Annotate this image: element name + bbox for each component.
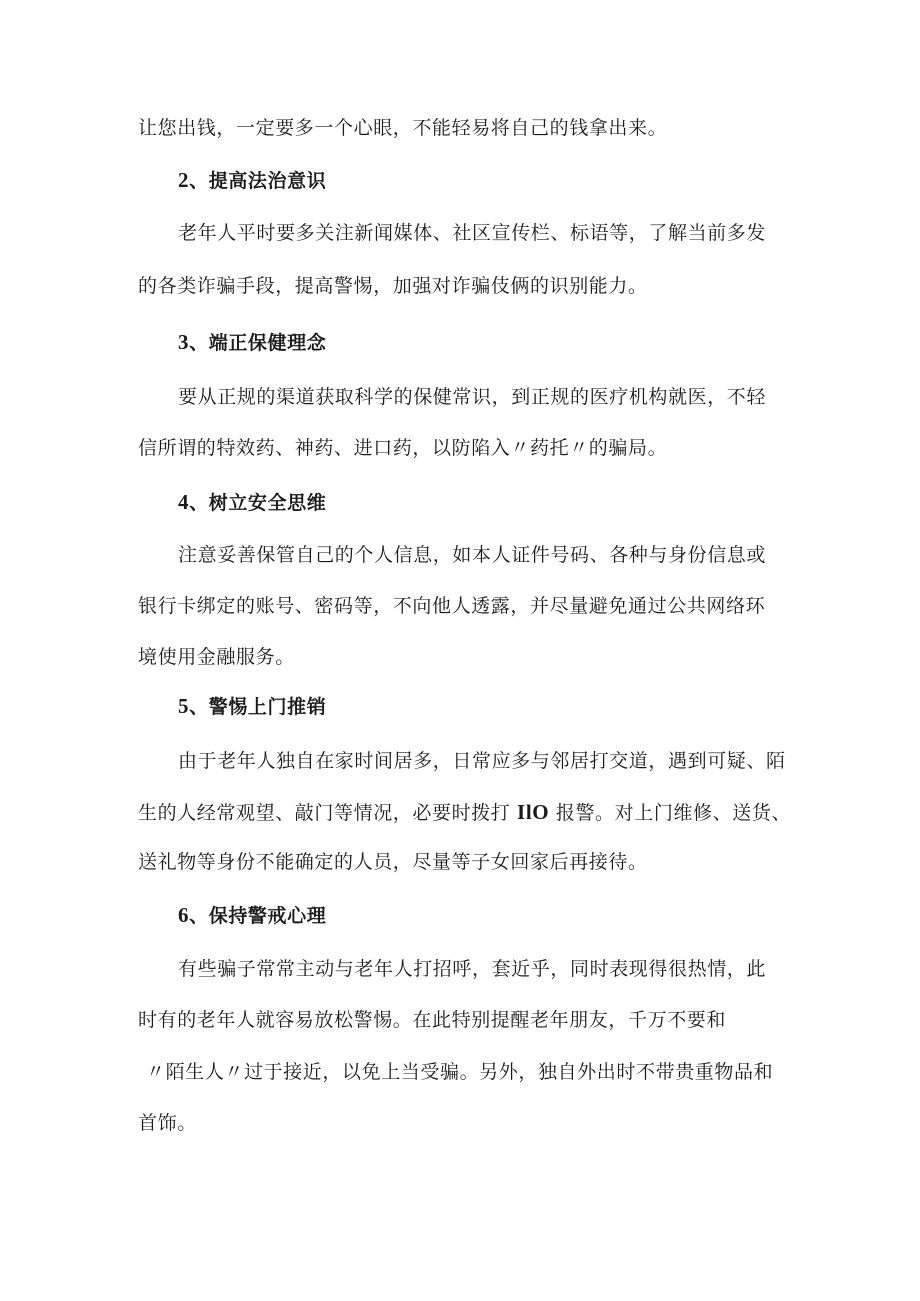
heading-title: 树立安全思维 bbox=[208, 492, 327, 514]
section-heading-4 bbox=[178, 490, 326, 515]
body-line: 境使用金融服务。 bbox=[138, 646, 295, 668]
heading-number: 3 bbox=[178, 330, 190, 354]
body-line: 老年人平时要多关注新闻媒体、社区宣传栏、标语等，了解当前多发 bbox=[178, 222, 767, 244]
heading-separator: 、 bbox=[189, 696, 209, 718]
section-heading-3 bbox=[178, 330, 326, 355]
body-line: 要从正规的渠道获取科学的保健常识，到正规的医疗机构就医，不轻 bbox=[178, 386, 767, 408]
section-heading-5 bbox=[178, 694, 326, 719]
section-heading-6 bbox=[178, 903, 326, 928]
body-text: 报警。对上门维修、送货、 bbox=[555, 802, 792, 824]
body-line: 让您出钱，一定要多一个心眼，不能轻易将自己的钱拿出来。 bbox=[138, 117, 668, 139]
body-line: 信所谓的特效药、神药、进口药，以防陷入〃药托〃的骗局。 bbox=[138, 437, 668, 459]
heading-separator: 、 bbox=[189, 905, 209, 927]
body-line: 〃陌生人〃过于接近，以免上当受骗。另外，独自外出时不带贵重物品和 bbox=[146, 1061, 774, 1083]
body-line: 的各类诈骗手段，提高警惕，加强对诈骗伎俩的识别能力。 bbox=[138, 275, 648, 297]
body-line: 送礼物等身份不能确定的人员，尽量等子女回家后再接待。 bbox=[138, 851, 648, 873]
phone-number: IlO bbox=[517, 800, 550, 824]
heading-title: 警惕上门推销 bbox=[208, 696, 327, 718]
heading-title: 端正保健理念 bbox=[208, 332, 327, 354]
body-line: 首饰。 bbox=[138, 1112, 197, 1134]
body-line bbox=[138, 800, 791, 825]
body-line: 有些骗子常常主动与老年人打招呼，套近乎，同时表现得很热情，此 bbox=[178, 958, 767, 980]
heading-number: 5 bbox=[178, 694, 190, 718]
heading-number: 4 bbox=[178, 490, 190, 514]
heading-title: 提高法治意识 bbox=[208, 170, 327, 192]
section-heading-2 bbox=[178, 168, 326, 193]
body-line: 银行卡绑定的账号、密码等，不向他人透露，并尽量避免通过公共网络环 bbox=[138, 595, 766, 617]
heading-separator: 、 bbox=[189, 332, 209, 354]
body-line: 时有的老年人就容易放松警惕。在此特别提醒老年朋友，千万不要和 bbox=[138, 1009, 727, 1031]
heading-separator: 、 bbox=[189, 492, 209, 514]
heading-title: 保持警戒心理 bbox=[208, 905, 327, 927]
body-line: 注意妥善保管自己的个人信息，如本人证件号码、各种与身份信息或 bbox=[178, 544, 767, 566]
heading-separator: 、 bbox=[189, 170, 209, 192]
heading-number: 2 bbox=[178, 168, 190, 192]
body-text: 生的人经常观望、敲门等情况，必要时拨打 bbox=[138, 802, 511, 824]
heading-number: 6 bbox=[178, 903, 190, 927]
body-line: 由于老年人独自在家时间居多，日常应多与邻居打交道，遇到可疑、陌 bbox=[178, 750, 786, 772]
